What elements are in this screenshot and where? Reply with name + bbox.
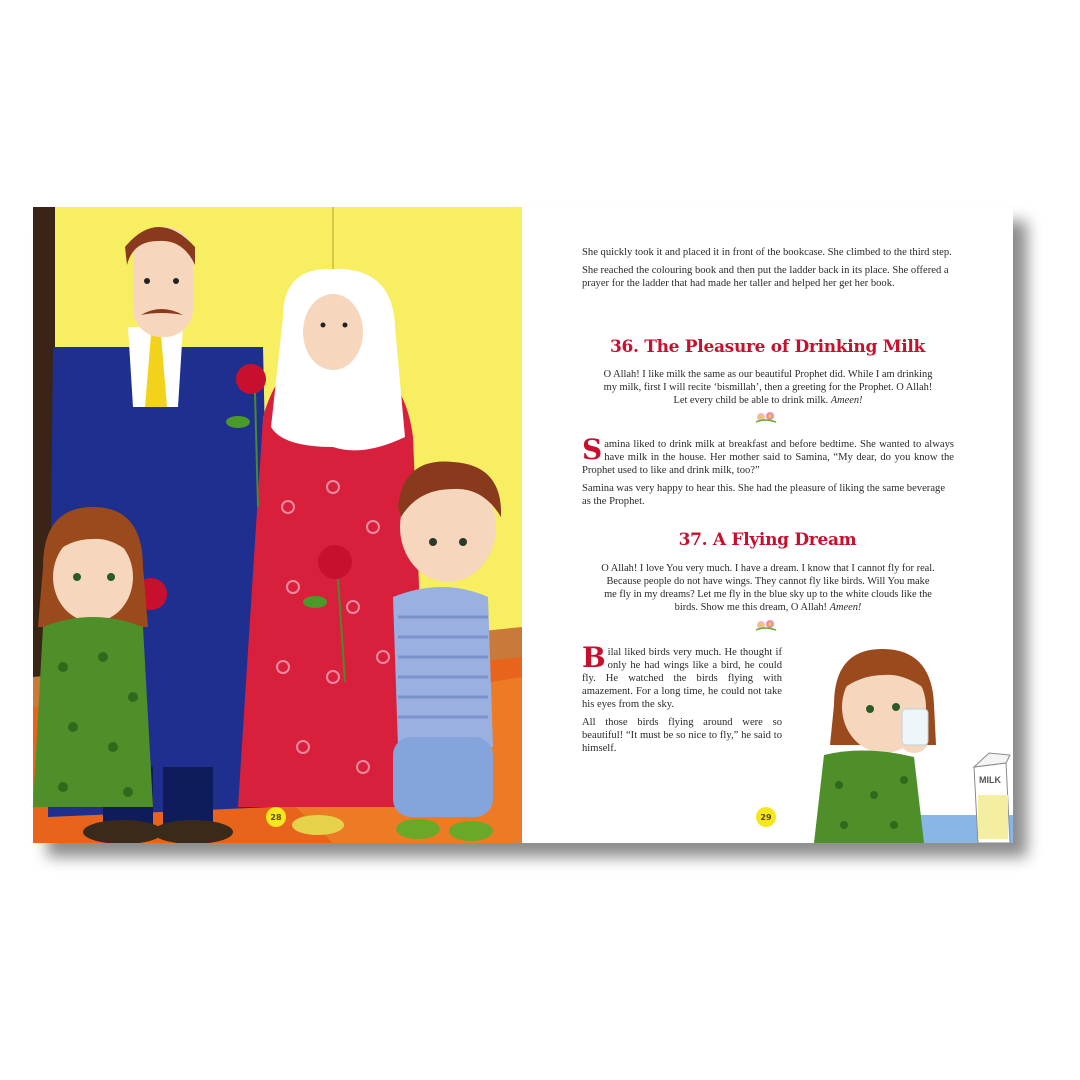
boy-figure bbox=[393, 462, 501, 841]
dropcap-letter: S bbox=[582, 433, 603, 466]
story-paragraph bbox=[582, 641, 782, 711]
prayer-ameen: Ameen! bbox=[829, 602, 862, 613]
family-illustration bbox=[33, 207, 522, 843]
story-paragraph: All those birds flying around were so beautiful! “It must be so nice to fly,” he said to himself. bbox=[582, 717, 782, 754]
left-page-illustration bbox=[33, 207, 522, 843]
flower-ornament-icon bbox=[754, 618, 778, 632]
girl-figure bbox=[33, 507, 153, 807]
intro-paragraph: She reached the colouring book and then put the ladder back in its place. She offered a prayer for the ladder that had made her taller and helped her get her book. bbox=[582, 265, 949, 289]
story-text: amina liked to drink milk at breakfast and before bedtime. She wanted to always have milk in the house. Her mother said to Samina, “My dear, do you know the Prophet used to like and drink milk, too?” bbox=[582, 439, 954, 476]
girl-drinking-milk-illustration bbox=[784, 645, 1013, 843]
prayer-text: O Allah! I like milk the same as our beautiful Prophet did. While I am drinking my milk, first I will recite ‘bismillah’, then a greeting for the Prophet. O Allah! Let every child be able to drink milk. bbox=[603, 369, 933, 406]
story-paragraph bbox=[582, 433, 954, 477]
right-page-text bbox=[522, 207, 1013, 843]
book-spread bbox=[33, 207, 1013, 843]
milk-carton-label: MILK bbox=[979, 775, 1001, 785]
section-37-prayer bbox=[600, 562, 936, 614]
intro-text bbox=[582, 246, 954, 295]
section-37-story bbox=[582, 641, 782, 760]
story-text: ilal liked birds very much. He thought if only he had wings like a bird, he could fly. He watched the birds flying with amazement. For a long time, he could not take his eyes from the sky. bbox=[582, 647, 782, 710]
section-36-prayer bbox=[600, 368, 936, 407]
page-number-right: 29 bbox=[756, 807, 776, 827]
prayer-ameen: Ameen! bbox=[830, 395, 863, 406]
dropcap-letter: B bbox=[582, 641, 606, 674]
prayer-text: O Allah! I love You very much. I have a dream. I know that I cannot fly for real. Because people do not have wings. They cannot fly like birds. Will You make me fly in my dreams? Let me fly in the blue sky up to the white clouds like the birds. Show me this dream, O Allah! bbox=[601, 563, 935, 613]
page-number-left: 28 bbox=[266, 807, 286, 827]
milk-carton-icon bbox=[974, 753, 1010, 843]
story-paragraph: Samina was very happy to hear this. She had the pleasure of liking the same beverage as the Prophet. bbox=[582, 483, 946, 507]
intro-paragraph: She quickly took it and placed it in front of the bookcase. She climbed to the third step. bbox=[582, 247, 952, 258]
section-36-story bbox=[582, 433, 954, 513]
section-36-title: 36. The Pleasure of Drinking Milk bbox=[609, 337, 926, 357]
flower-ornament-icon bbox=[754, 410, 778, 424]
section-37-title: 37. A Flying Dream bbox=[678, 530, 857, 550]
